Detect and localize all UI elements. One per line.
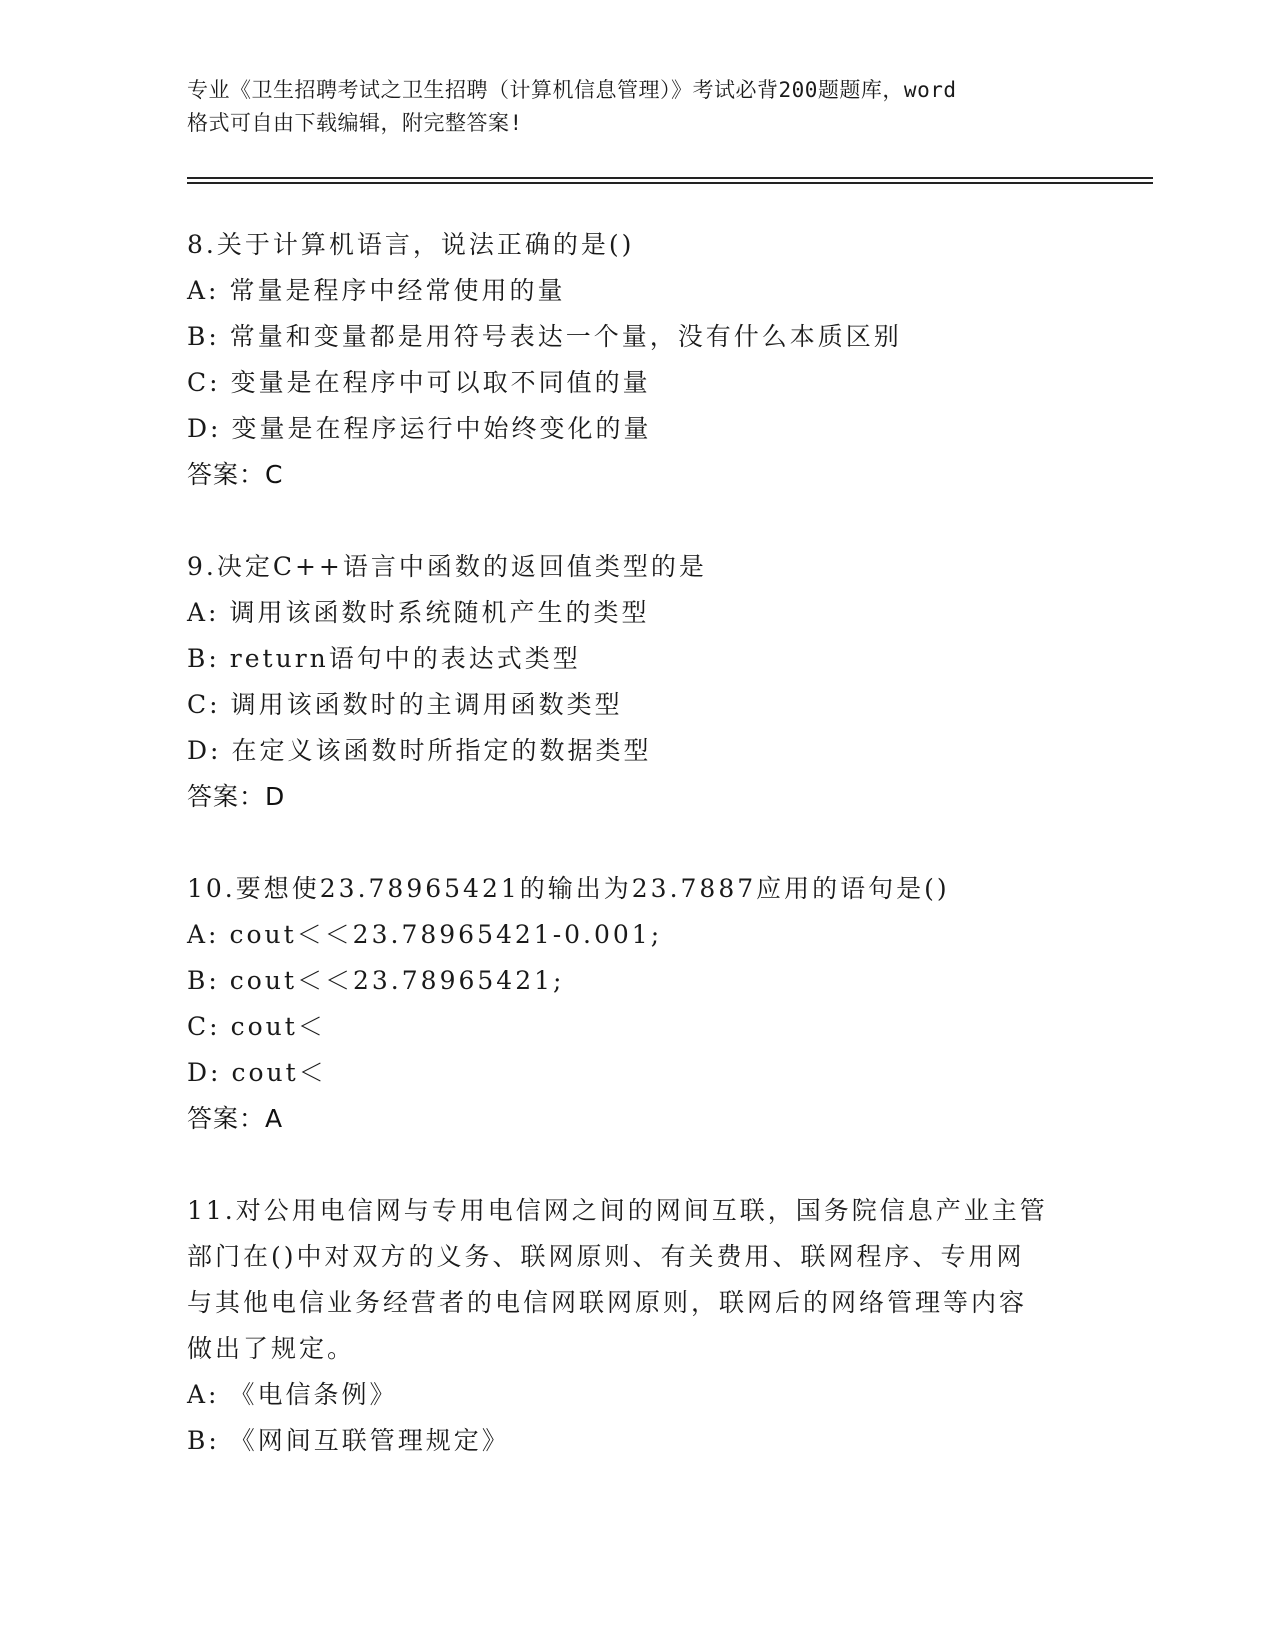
- option-key: C:: [187, 368, 221, 397]
- option-key: C:: [187, 1012, 221, 1041]
- option-key: B:: [187, 322, 220, 351]
- header-line-1: 专业《卫生招聘考试之卫生招聘（计算机信息管理）》考试必背200题题库，word: [187, 78, 957, 102]
- option-text: cout＜＜23.78965421;: [229, 966, 565, 995]
- header-divider-bottom: [187, 182, 1153, 184]
- option-key: A:: [187, 1380, 220, 1409]
- option-key: C:: [187, 690, 221, 719]
- option-text: 常量和变量都是用符号表达一个量，没有什么本质区别: [229, 322, 902, 351]
- option-c: [187, 360, 1087, 406]
- option-d: [187, 406, 1087, 452]
- option-key: A:: [187, 276, 220, 305]
- document-header-note: [187, 74, 1087, 140]
- question-stem: 10.要想使23.78965421的输出为23.7887应用的语句是(): [187, 874, 950, 903]
- option-text: 常量是程序中经常使用的量: [229, 276, 566, 305]
- option-key: A:: [187, 598, 220, 627]
- option-text: 调用该函数时的主调用函数类型: [230, 690, 623, 719]
- header-divider-top: [187, 177, 1153, 179]
- option-text: 变量是在程序运行中始终变化的量: [231, 414, 652, 443]
- option-text: cout＜＜23.78965421-0.001;: [229, 920, 663, 949]
- option-key: B:: [187, 1426, 220, 1455]
- question-10: [187, 866, 1087, 1142]
- header-line-2: 格式可自由下载编辑，附完整答案!: [187, 111, 523, 135]
- question-stem-line-2: 部门在()中对双方的义务、联网原则、有关费用、联网程序、专用网: [187, 1242, 1025, 1271]
- question-9: [187, 544, 1087, 820]
- option-text: cout＜: [230, 1012, 326, 1041]
- option-key: A:: [187, 920, 220, 949]
- option-b: [187, 314, 1087, 360]
- option-key: D:: [187, 414, 222, 443]
- answer-line: 答案：C: [187, 460, 284, 489]
- option-b: [187, 958, 1087, 1004]
- option-a: [187, 590, 1087, 636]
- option-text: 《电信条例》: [229, 1380, 398, 1409]
- option-text: 调用该函数时系统随机产生的类型: [229, 598, 650, 627]
- option-a: [187, 912, 1087, 958]
- option-d: [187, 728, 1087, 774]
- option-d: [187, 1050, 1087, 1096]
- option-b: [187, 636, 1087, 682]
- question-stem-line-3: 与其他电信业务经营者的电信网联网原则，联网后的网络管理等内容: [187, 1288, 1028, 1317]
- question-stem: 8.关于计算机语言，说法正确的是(): [187, 230, 635, 259]
- option-c: [187, 1004, 1087, 1050]
- option-text: 在定义该函数时所指定的数据类型: [231, 736, 652, 765]
- question-stem-line-1: 11.对公用电信网与专用电信网之间的网间互联，国务院信息产业主管: [187, 1196, 1048, 1225]
- question-stem: 9.决定C++语言中函数的返回值类型的是: [187, 552, 707, 581]
- option-text: return语句中的表达式类型: [229, 644, 581, 673]
- option-a: [187, 1372, 1087, 1418]
- answer-line: 答案：D: [187, 782, 286, 811]
- option-text: 《网间互联管理规定》: [229, 1426, 510, 1455]
- option-b: [187, 1418, 1087, 1464]
- question-8: [187, 222, 1087, 498]
- question-stem-line-4: 做出了规定。: [187, 1334, 356, 1363]
- option-key: D:: [187, 1058, 222, 1087]
- option-key: D:: [187, 736, 222, 765]
- option-text: cout＜: [231, 1058, 327, 1087]
- option-c: [187, 682, 1087, 728]
- option-text: 变量是在程序中可以取不同值的量: [230, 368, 651, 397]
- answer-line: 答案：A: [187, 1104, 284, 1133]
- option-key: B:: [187, 644, 220, 673]
- question-11: [187, 1188, 1087, 1464]
- option-key: B:: [187, 966, 220, 995]
- option-a: [187, 268, 1087, 314]
